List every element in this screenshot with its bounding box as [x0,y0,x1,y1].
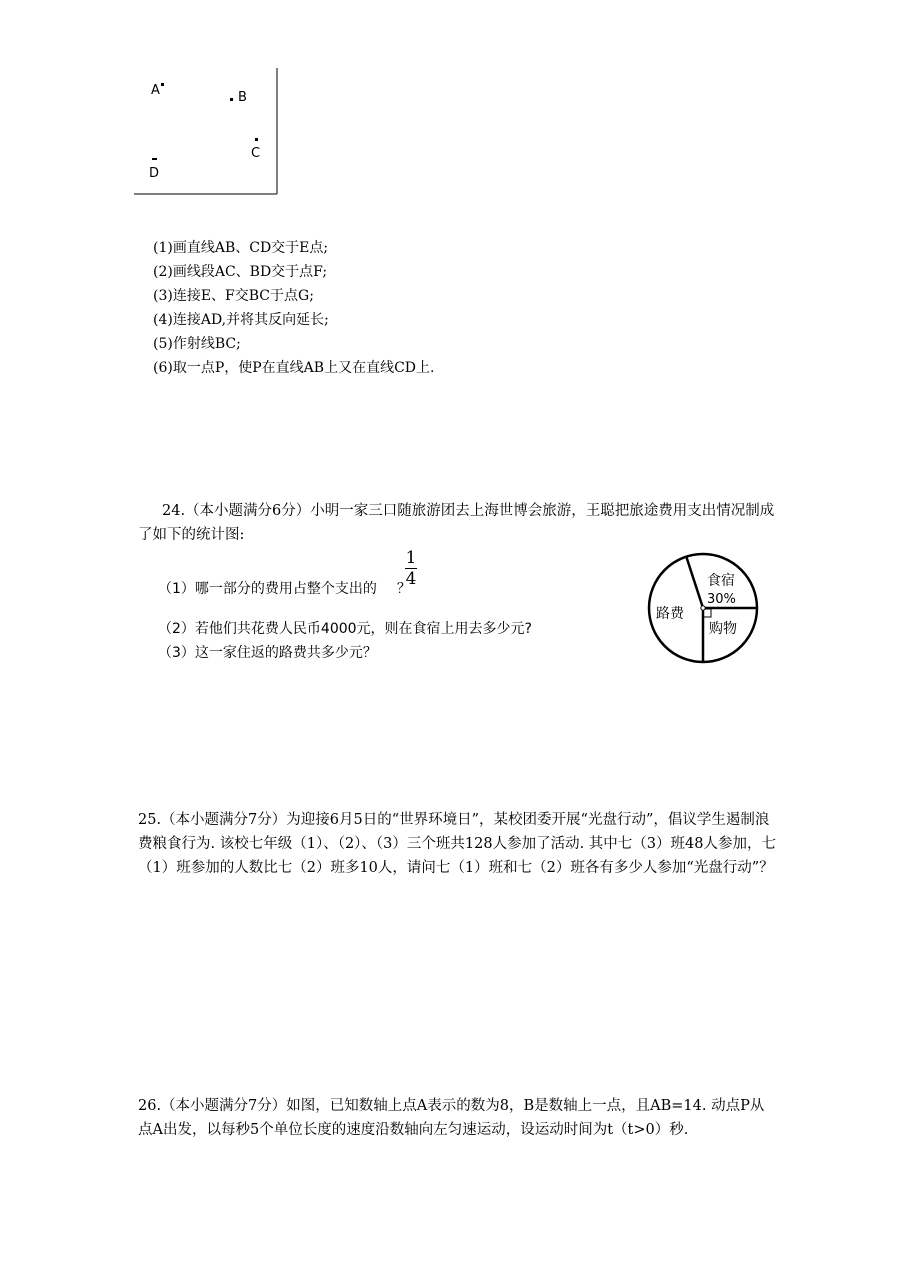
q24-sub-1-end: ？ [396,581,411,597]
point-d-dot [152,158,157,160]
pie-center-dot [701,606,705,610]
pie-svg [645,550,761,666]
q26-text: 26.（本小题满分7分）如图，已知数轴上点A表示的数为8，B是数轴上一点，且AB=14. 动点P从点A出发，以每秒5个单位长度的速度沿数轴向左匀速运动，设运动时间为t（t>0）秒. [138,1098,765,1138]
q23-item-2: (2)画线段AC、BD交于点F; [153,264,328,280]
pie-label-shopping: 购物 [709,621,737,637]
q24-stem: 24.（本小题满分6分）小明一家三口随旅游团去上海世博会旅游，王聪把旅途费用支出情况制成了如下的统计图: [138,503,775,543]
pie-label-travel: 路费 [656,606,684,622]
q23-item-4: (4)连接AD,并将其反向延长; [153,312,329,328]
q24-sub-1 [158,578,411,600]
point-a-dot [161,83,164,86]
point-a-label: A [151,83,160,98]
point-figure-svg [134,68,280,196]
pie-label-food: 食宿 [707,573,735,589]
q23-item-1: (1)画直线AB、CD交于E点; [153,240,329,256]
q23-item-3: (3)连接E、F交BC于点G; [153,288,314,304]
point-b-label: B [238,90,247,105]
q23-list [153,236,434,380]
point-d-label: D [149,166,160,181]
expense-pie-chart [645,550,761,666]
q24-sub-2: （2）若他们共花费人民币4000元，则在食宿上用去多少元? [158,621,532,637]
q24-fraction [404,548,418,589]
point-c-label: C [251,146,261,161]
point-c-dot [255,138,258,141]
q25-text: 25.（本小题满分7分）为迎接6月5日的“世界环境日”，某校团委开展“光盘行动”，倡议学生遏制浪费粮食行为. 该校七年级（1）、（2）、（3）三个班共128人参加了活动. 其中七（3）班48人参加，七（1）班参加的人数比七（2）班多10人，请问七（1）班和七（2）班各有多少人参加“光盘行动”？ [138,812,776,876]
q23-item-6: (6)取一点P，使P在直线AB上又在直线CD上. [153,360,435,376]
pie-label-food-percent: 30% [707,592,736,607]
point-b-dot [230,98,233,101]
point-figure [134,68,280,196]
q23-item-5: (5)作射线BC; [153,336,241,352]
fraction-denominator: 4 [405,569,417,589]
fraction-numerator: 1 [405,548,417,568]
q24-sub-3: （3）这一家住返的路费共多少元？ [158,645,377,661]
q24-sub-1-text: （1）哪一部分的费用占整个支出的 [158,581,377,597]
